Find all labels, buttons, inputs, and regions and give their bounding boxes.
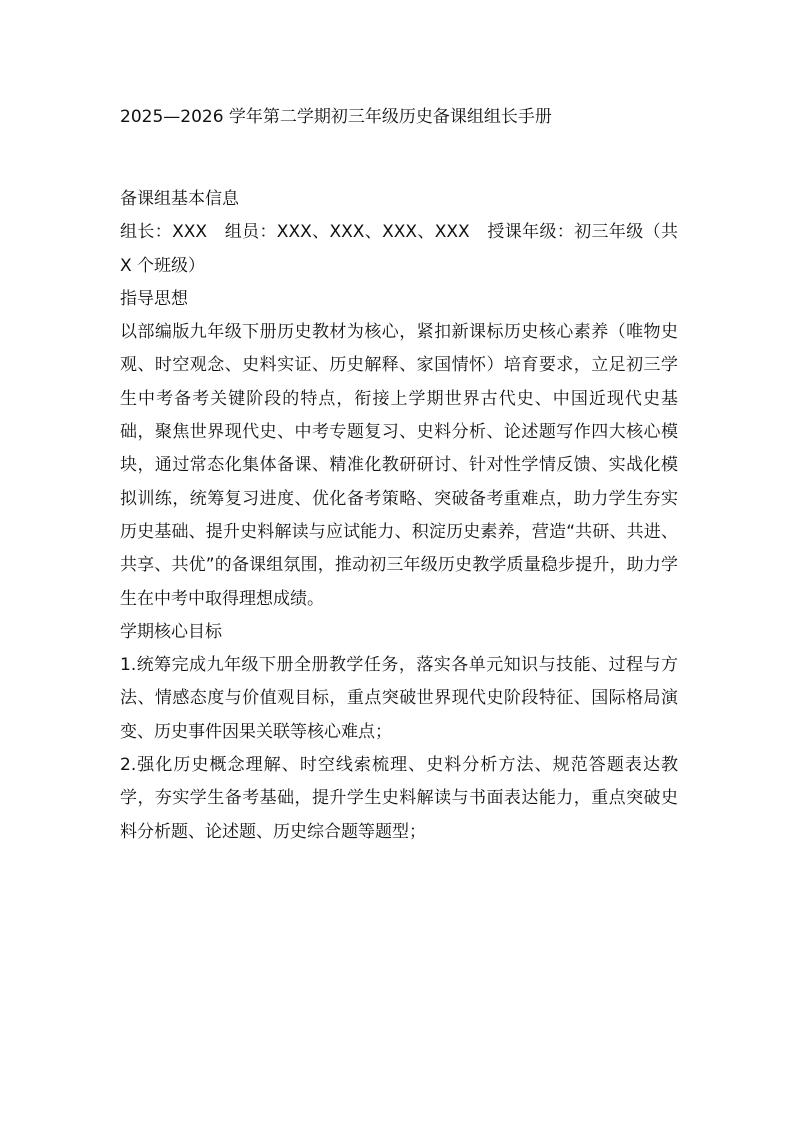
basic-info-text: 组长：XXX 组员：XXX、XXX、XXX、XXX 授课年级：初三年级（共 X 个班级） (120, 222, 678, 276)
goals-heading: 学期核心目标 (120, 621, 222, 642)
guiding-text: 以部编版九年级下册历史教材为核心，紧扣新课标历史核心素养（唯物史观、时空观念、史料实证、历史解释、家国情怀）培育要求，立足初三学生中考备考关键阶段的特点，衔接上学期世界古代史、中国近现代史基础，聚焦世界现代史、中考专题复习、史料分析、论述题写作四大核心模块，通过常态化集体备课、精准化教研研讨、针对性学情反馈、实战化模拟训练，统筹复习进度、优化备考策略、突破备考重难点，助力学生夯实历史基础、提升史料解读与应试能力、积淀历史素养，营造“共研、共进、共享、共优”的备课组氛围，推动初三年级历史教学质量稳步提升，助力学生在中考中取得理想成绩。 (120, 322, 678, 609)
guiding-heading: 指导思想 (120, 288, 188, 309)
document-title: 2025—2026 学年第二学期初三年级历史备课组组长手册 (120, 107, 552, 127)
basic-info-heading: 备课组基本信息 (120, 189, 239, 209)
goal-1: 1.统筹完成九年级下册全册教学任务，落实各单元知识与技能、过程与方法、情感态度与价值观目标，重点突破世界现代史阶段特征、国际格局演变、历史事件因果关联等核心难点； (120, 655, 678, 742)
goal-2: 2.强化历史概念理解、时空线索梳理、史料分析方法、规范答题表达教学，夯实学生备考基础，提升学生史料解读与书面表达能力，重点突破史料分析题、论述题、历史综合题等题型； (120, 755, 678, 842)
document-body (120, 183, 678, 849)
